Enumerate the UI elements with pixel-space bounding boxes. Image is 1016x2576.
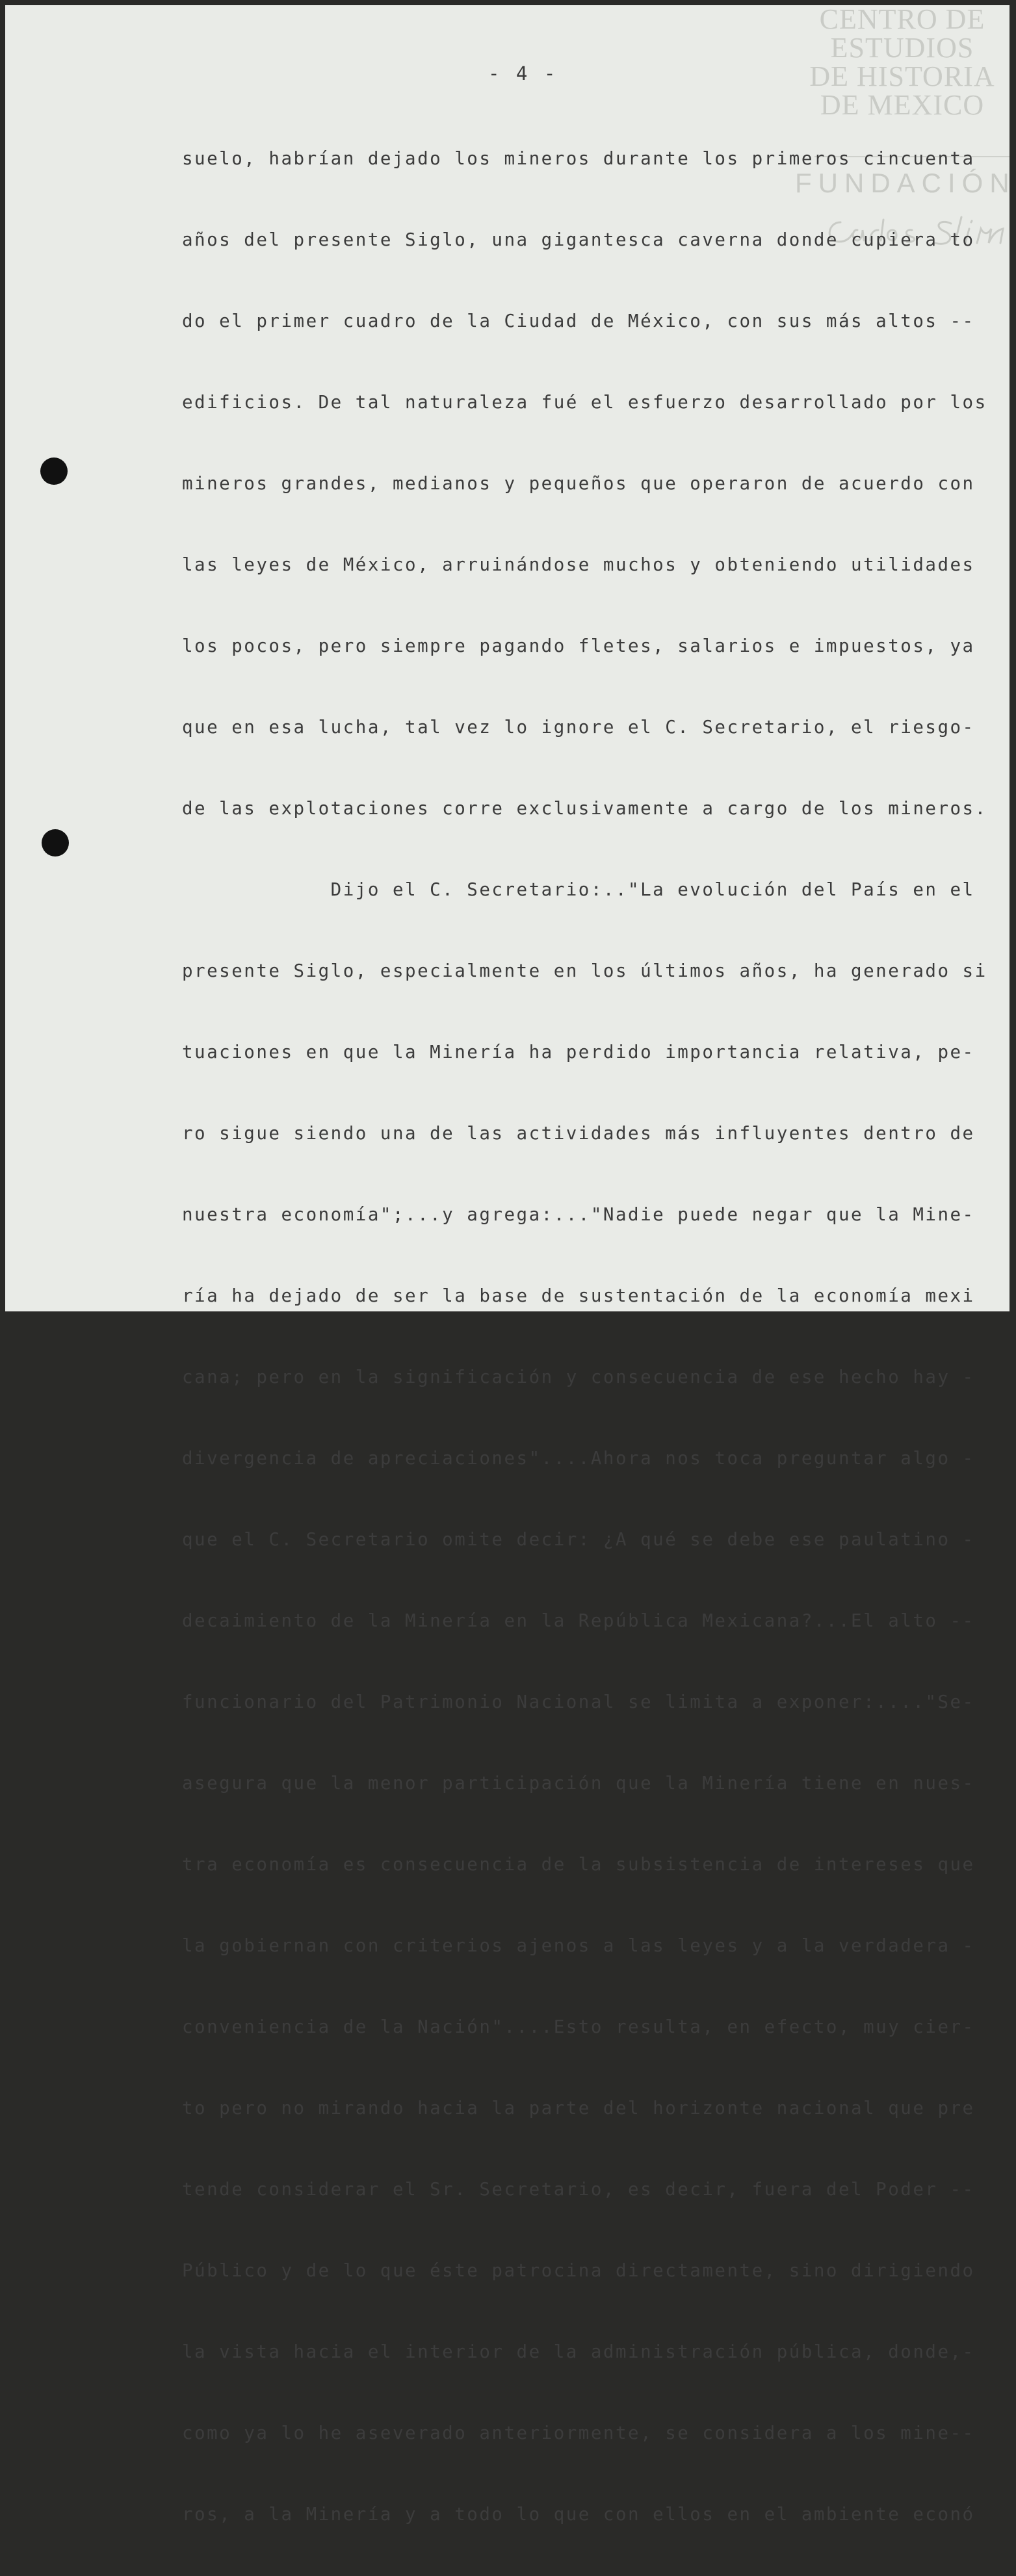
text-line: tra economía es consecuencia de la subsistencia de intereses que: [182, 1854, 975, 1875]
text-line: que en esa lucha, tal vez lo ignore el C. Secretario, el riesgo-: [182, 717, 975, 738]
watermark-line: CENTRO DE: [819, 3, 985, 35]
watermark-line: ESTUDIOS: [830, 32, 974, 64]
text-line: asegura que la menor participación que la Minería tiene en nues-: [182, 1773, 975, 1794]
text-line: la gobiernan con criterios ajenos a las leyes y a la verdadera -: [182, 1935, 975, 1956]
text-line: la vista hacia el interior de la administración pública, donde,-: [182, 2341, 975, 2362]
text-line: años del presente Siglo, una gigantesca caverna donde cupiera to: [182, 229, 975, 250]
text-line: funcionario del Patrimonio Nacional se limita a exponer:...."Se-: [182, 1692, 975, 1712]
page-number: - 4 -: [488, 62, 558, 84]
watermark-line: DE HISTORIA: [809, 60, 995, 92]
text-line: tuaciones en que la Minería ha perdido importancia relativa, pe-: [182, 1042, 975, 1063]
punch-hole: [40, 457, 68, 485]
body-text: [182, 97, 987, 2576]
typewritten-page: [5, 3, 1016, 2525]
text-line: edificios. De tal naturaleza fué el esfuerzo desarrollado por los: [182, 392, 987, 413]
text-line: conveniencia de la Nación"....Esto resulta, en efecto, muy cier-: [182, 2016, 975, 2037]
text-line: suelo, habrían dejado los mineros durante los primeros cincuenta: [182, 148, 975, 169]
text-line: de las explotaciones corre exclusivamente a cargo de los mineros.: [182, 798, 987, 819]
text-line: divergencia de apreciaciones"....Ahora nos toca preguntar algo -: [182, 1448, 975, 1469]
text-line: do el primer cuadro de la Ciudad de México, con sus más altos --: [182, 311, 975, 331]
text-line: nuestra economía";...y agrega:..."Nadie puede negar que la Mine-: [182, 1204, 975, 1225]
text-line: ro sigue siendo una de las actividades más influyentes dentro de: [182, 1123, 975, 1144]
watermark-line: DE MEXICO: [820, 89, 985, 121]
text-line: que el C. Secretario omite decir: ¿A qué se debe ese paulatino -: [182, 1529, 975, 1550]
text-line: tende considerar el Sr. Secretario, es decir, fuera del Poder --: [182, 2179, 975, 2200]
text-line: las leyes de México, arruinándose muchos y obteniendo utilidades: [182, 554, 975, 575]
text-line: como ya lo he aseverado anteriormente, se considera a los mine--: [182, 2423, 975, 2443]
text-line: mineros grandes, medianos y pequeños que operaron de acuerdo con: [182, 473, 975, 494]
text-line: Público y de lo que éste patrocina directamente, sino dirigiendo: [182, 2260, 975, 2281]
watermark-fundacion: FUNDACIÓN: [795, 168, 1016, 198]
text-line: decaimiento de la Minería en la República Mexicana?...El alto --: [182, 1610, 975, 1631]
text-line: ría ha dejado de ser la base de sustentación de la economía mexi: [182, 1285, 975, 1306]
text-line: los pocos, pero siempre pagando fletes, salarios e impuestos, ya: [182, 636, 975, 656]
text-line: presente Siglo, especialmente en los últimos años, ha generado si: [182, 960, 987, 981]
punch-hole: [42, 829, 69, 857]
text-line: cana; pero en la significación y consecuencia de ese hecho hay -: [182, 1367, 975, 1387]
text-line: ros, a la Minería y a todo lo que con ellos en el ambiente econó: [182, 2504, 975, 2525]
text-line: to pero no mirando hacia la parte del horizonte nacional que pre: [182, 2098, 975, 2119]
text-line: Dijo el C. Secretario:.."La evolución del País en el: [182, 879, 975, 900]
